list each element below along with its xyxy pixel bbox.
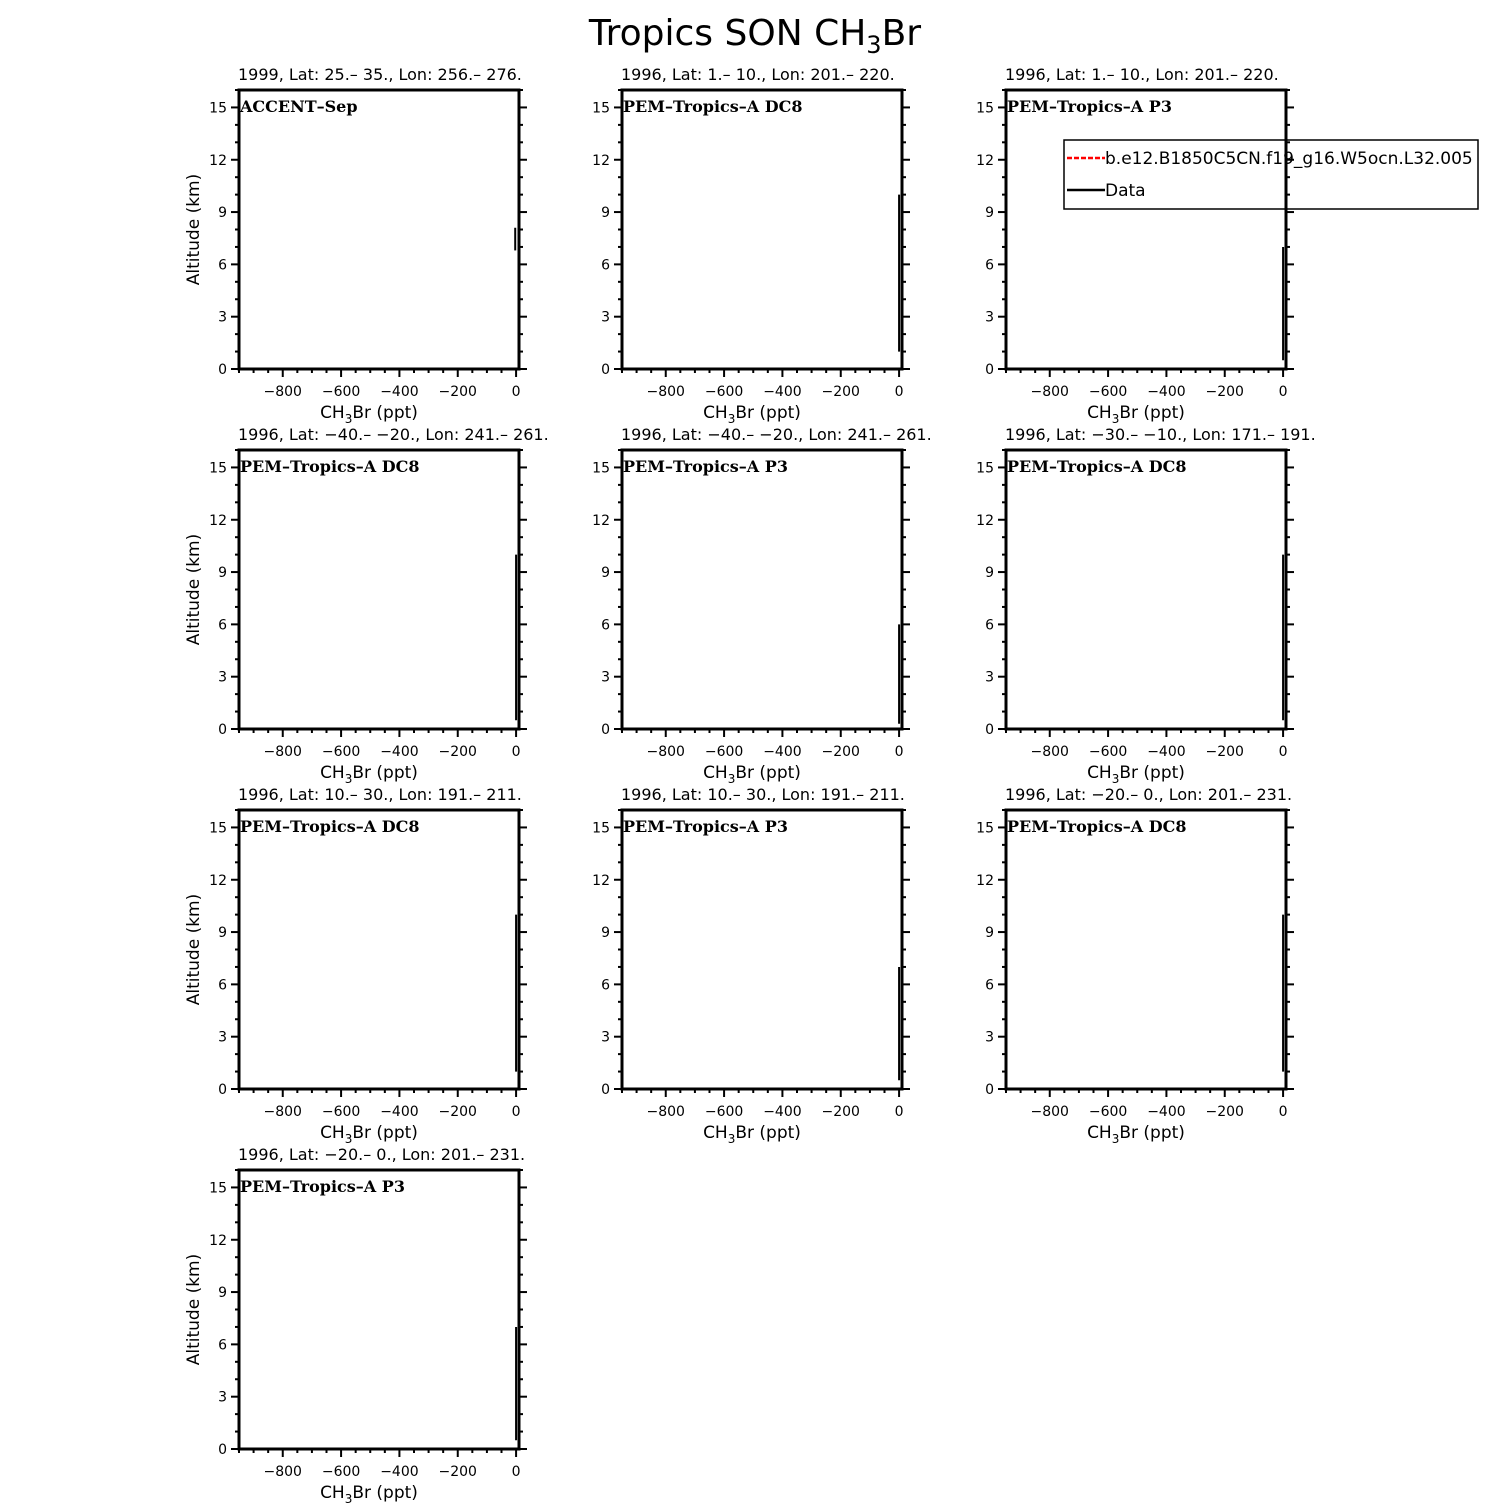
panel-subtitle: 1996, Lat: −30.– −10., Lon: 171.– 191. (1005, 425, 1316, 444)
x-label-suffix: Br (ppt) (352, 1123, 418, 1143)
y-tick-label: 6 (218, 1337, 227, 1354)
campaign-label: PEM–Tropics–A P3 (623, 457, 788, 476)
x-tick-label: −400 (1147, 1104, 1186, 1120)
y-tick-label: 3 (601, 309, 610, 326)
x-tick-label: −600 (1088, 744, 1128, 760)
x-axis-label (1087, 1123, 1185, 1146)
y-tick-label: 15 (976, 460, 994, 477)
y-tick-label: 6 (601, 257, 610, 274)
y-axis-label: Altitude (km) (184, 533, 204, 646)
x-tick-label: −800 (1030, 1104, 1069, 1120)
x-tick-label: 0 (894, 744, 904, 760)
x-tick-label: −400 (380, 384, 419, 400)
x-tick-label: 0 (894, 384, 904, 400)
y-tick-label: 15 (209, 100, 227, 117)
y-tick-label: 3 (601, 1029, 610, 1046)
y-axis-label: Altitude (km) (184, 1253, 204, 1366)
y-tick-label: 12 (976, 152, 994, 169)
plot-frame (622, 90, 902, 369)
y-tick-label: 6 (601, 617, 610, 634)
y-tick-label: 15 (592, 100, 610, 117)
x-tick-label: −600 (321, 384, 361, 400)
plot-frame (239, 810, 519, 1089)
x-tick-label: −200 (438, 1104, 477, 1120)
campaign-label: ACCENT–Sep (240, 97, 358, 116)
plot-frame (622, 810, 902, 1089)
y-tick-label: 9 (218, 1285, 227, 1302)
y-tick-label: 15 (209, 820, 227, 837)
x-label-suffix: Br (ppt) (735, 763, 801, 783)
y-tick-label: 0 (985, 1082, 994, 1098)
x-tick-label: −600 (321, 1464, 361, 1480)
y-tick-label: 6 (985, 257, 994, 274)
x-axis-label (703, 1123, 801, 1146)
x-label-sub: 3 (344, 1132, 353, 1146)
x-label-sub: 3 (344, 772, 353, 786)
x-tick-label: −400 (763, 384, 802, 400)
x-tick-label: −200 (1205, 384, 1244, 400)
campaign-label: PEM–Tropics–A DC8 (623, 97, 803, 116)
panel-subtitle: 1999, Lat: 25.– 35., Lon: 256.– 276. (238, 65, 522, 84)
y-tick-label: 12 (209, 512, 227, 529)
y-tick-label: 6 (601, 977, 610, 994)
y-tick-label: 3 (985, 669, 994, 686)
x-label-prefix: CH (1087, 1123, 1112, 1143)
y-tick-label: 3 (218, 1029, 227, 1046)
x-tick-label: −800 (263, 1104, 302, 1120)
x-tick-label: −600 (704, 384, 744, 400)
x-tick-label: 0 (511, 1104, 521, 1120)
y-axis-label: Altitude (km) (184, 893, 204, 1006)
plot-frame (239, 450, 519, 729)
x-label-sub: 3 (1111, 412, 1120, 426)
x-tick-label: 0 (1278, 744, 1288, 760)
x-label-sub: 3 (727, 412, 736, 426)
y-tick-label: 9 (218, 925, 227, 942)
x-label-sub: 3 (1111, 772, 1120, 786)
x-tick-label: −200 (821, 384, 860, 400)
plot-frame (1006, 90, 1286, 369)
x-tick-label: −400 (1147, 744, 1186, 760)
x-tick-label: −800 (1030, 384, 1069, 400)
x-tick-label: −800 (1030, 744, 1069, 760)
x-label-sub: 3 (344, 412, 353, 426)
y-tick-label: 0 (218, 362, 227, 378)
y-tick-label: 0 (985, 362, 994, 378)
y-tick-label: 6 (218, 257, 227, 274)
y-tick-label: 9 (985, 205, 994, 222)
panel-subtitle: 1996, Lat: 1.– 10., Lon: 201.– 220. (1005, 65, 1279, 84)
x-axis-label (1087, 763, 1185, 786)
x-tick-label: −600 (321, 1104, 361, 1120)
x-tick-label: −200 (438, 384, 477, 400)
legend-label: b.e12.B1850C5CN.f19_g16.W5ocn.L32.005 (1105, 149, 1473, 169)
x-axis-label (1087, 403, 1185, 426)
x-label-suffix: Br (ppt) (735, 403, 801, 423)
y-tick-label: 15 (592, 460, 610, 477)
panel-5 (592, 425, 932, 786)
y-tick-label: 12 (209, 872, 227, 889)
x-tick-label: −800 (646, 384, 685, 400)
x-label-prefix: CH (1087, 763, 1112, 783)
y-tick-label: 3 (985, 309, 994, 326)
x-tick-label: −600 (321, 744, 361, 760)
y-tick-label: 15 (209, 1180, 227, 1197)
y-tick-label: 0 (985, 722, 994, 738)
y-tick-label: 15 (209, 460, 227, 477)
x-tick-label: 0 (511, 744, 521, 760)
plot-frame (239, 90, 519, 369)
panel-2 (592, 65, 910, 426)
panel-subtitle: 1996, Lat: −40.– −20., Lon: 241.– 261. (238, 425, 549, 444)
x-label-suffix: Br (ppt) (1119, 1123, 1185, 1143)
y-tick-label: 9 (218, 565, 227, 582)
x-tick-label: −800 (263, 1464, 302, 1480)
x-tick-label: −600 (1088, 384, 1128, 400)
x-tick-label: −200 (1205, 744, 1244, 760)
x-label-prefix: CH (320, 1483, 345, 1503)
panel-subtitle: 1996, Lat: 10.– 30., Lon: 191.– 211. (238, 785, 522, 804)
x-tick-label: −400 (763, 744, 802, 760)
y-tick-label: 15 (976, 820, 994, 837)
x-tick-label: −800 (646, 1104, 685, 1120)
y-tick-label: 3 (218, 669, 227, 686)
y-tick-label: 3 (218, 1389, 227, 1406)
x-label-prefix: CH (703, 1123, 728, 1143)
x-label-prefix: CH (703, 403, 728, 423)
panel-4 (184, 425, 549, 786)
x-label-suffix: Br (ppt) (352, 1483, 418, 1503)
y-tick-label: 12 (592, 152, 610, 169)
x-label-prefix: CH (703, 763, 728, 783)
panel-9 (976, 785, 1294, 1146)
campaign-label: PEM–Tropics–A P3 (240, 1177, 405, 1196)
x-axis-label (320, 403, 418, 426)
x-tick-label: 0 (894, 1104, 904, 1120)
plot-frame (1006, 810, 1286, 1089)
campaign-label: PEM–Tropics–A DC8 (1007, 817, 1187, 836)
x-tick-label: −200 (1205, 1104, 1244, 1120)
x-label-prefix: CH (320, 1123, 345, 1143)
campaign-label: PEM–Tropics–A DC8 (240, 457, 420, 476)
x-axis-label (320, 1483, 418, 1506)
y-tick-label: 6 (218, 977, 227, 994)
x-axis-label (703, 403, 801, 426)
x-axis-label (320, 1123, 418, 1146)
plot-frame (1006, 450, 1286, 729)
plot-frame (239, 1170, 519, 1449)
x-tick-label: −600 (704, 744, 744, 760)
figure-title: Tropics SON $CH_3Br$ (588, 13, 922, 59)
x-tick-label: −200 (438, 744, 477, 760)
legend-label: Data (1105, 181, 1146, 201)
x-label-suffix: Br (ppt) (352, 403, 418, 423)
panel-8 (592, 785, 910, 1146)
x-label-suffix: Br (ppt) (1119, 403, 1185, 423)
y-axis-label: Altitude (km) (184, 173, 204, 286)
y-tick-label: 9 (601, 205, 610, 222)
y-tick-label: 15 (592, 820, 610, 837)
y-tick-label: 9 (985, 565, 994, 582)
x-tick-label: −400 (380, 1464, 419, 1480)
x-label-suffix: Br (ppt) (352, 763, 418, 783)
x-tick-label: −200 (438, 1464, 477, 1480)
x-label-sub: 3 (727, 772, 736, 786)
x-label-prefix: CH (320, 763, 345, 783)
panel-subtitle: 1996, Lat: −40.– −20., Lon: 241.– 261. (621, 425, 932, 444)
y-tick-label: 6 (218, 617, 227, 634)
y-tick-label: 0 (218, 1442, 227, 1458)
panel-6 (976, 425, 1316, 786)
x-tick-label: 0 (511, 1464, 521, 1480)
panel-subtitle: 1996, Lat: 1.– 10., Lon: 201.– 220. (621, 65, 895, 84)
y-tick-label: 0 (218, 722, 227, 738)
x-tick-label: −400 (380, 744, 419, 760)
y-tick-label: 0 (601, 362, 610, 378)
y-tick-label: 3 (985, 1029, 994, 1046)
x-axis-label (320, 763, 418, 786)
x-label-prefix: CH (320, 403, 345, 423)
y-tick-label: 12 (209, 152, 227, 169)
y-tick-label: 12 (209, 1232, 227, 1249)
x-label-suffix: Br (ppt) (1119, 763, 1185, 783)
panel-10 (184, 1145, 527, 1506)
x-tick-label: −800 (263, 744, 302, 760)
x-tick-label: −200 (821, 1104, 860, 1120)
panel-subtitle: 1996, Lat: −20.– 0., Lon: 201.– 231. (238, 1145, 526, 1164)
y-tick-label: 9 (601, 565, 610, 582)
panel-subtitle: 1996, Lat: −20.– 0., Lon: 201.– 231. (1005, 785, 1293, 804)
y-tick-label: 6 (985, 977, 994, 994)
x-tick-label: 0 (1278, 1104, 1288, 1120)
campaign-label: PEM–Tropics–A DC8 (1007, 457, 1187, 476)
y-tick-label: 3 (218, 309, 227, 326)
x-tick-label: −200 (821, 744, 860, 760)
y-tick-label: 12 (976, 872, 994, 889)
campaign-label: PEM–Tropics–A P3 (1007, 97, 1172, 116)
panel-subtitle: 1996, Lat: 10.– 30., Lon: 191.– 211. (621, 785, 905, 804)
legend (1064, 140, 1478, 209)
y-tick-label: 0 (218, 1082, 227, 1098)
x-tick-label: −600 (1088, 1104, 1128, 1120)
x-tick-label: −600 (704, 1104, 744, 1120)
x-label-sub: 3 (727, 1132, 736, 1146)
x-label-prefix: CH (1087, 403, 1112, 423)
x-axis-label (703, 763, 801, 786)
panel-7 (184, 785, 527, 1146)
panel-3 (976, 65, 1294, 426)
y-tick-label: 6 (985, 617, 994, 634)
x-label-sub: 3 (1111, 1132, 1120, 1146)
y-tick-label: 9 (218, 205, 227, 222)
x-tick-label: −800 (263, 384, 302, 400)
x-label-suffix: Br (ppt) (735, 1123, 801, 1143)
y-tick-label: 0 (601, 722, 610, 738)
y-tick-label: 9 (985, 925, 994, 942)
y-tick-label: 12 (592, 512, 610, 529)
x-label-sub: 3 (344, 1492, 353, 1506)
campaign-label: PEM–Tropics–A DC8 (240, 817, 420, 836)
x-tick-label: −400 (380, 1104, 419, 1120)
x-tick-label: 0 (511, 384, 521, 400)
campaign-label: PEM–Tropics–A P3 (623, 817, 788, 836)
y-tick-label: 12 (592, 872, 610, 889)
y-tick-label: 15 (976, 100, 994, 117)
plot-frame (622, 450, 902, 729)
x-tick-label: −800 (646, 744, 685, 760)
x-tick-label: −400 (763, 1104, 802, 1120)
y-tick-label: 9 (601, 925, 610, 942)
y-tick-label: 12 (976, 512, 994, 529)
x-tick-label: −400 (1147, 384, 1186, 400)
y-tick-label: 0 (601, 1082, 610, 1098)
panel-1 (184, 65, 527, 426)
y-tick-label: 3 (601, 669, 610, 686)
x-tick-label: 0 (1278, 384, 1288, 400)
